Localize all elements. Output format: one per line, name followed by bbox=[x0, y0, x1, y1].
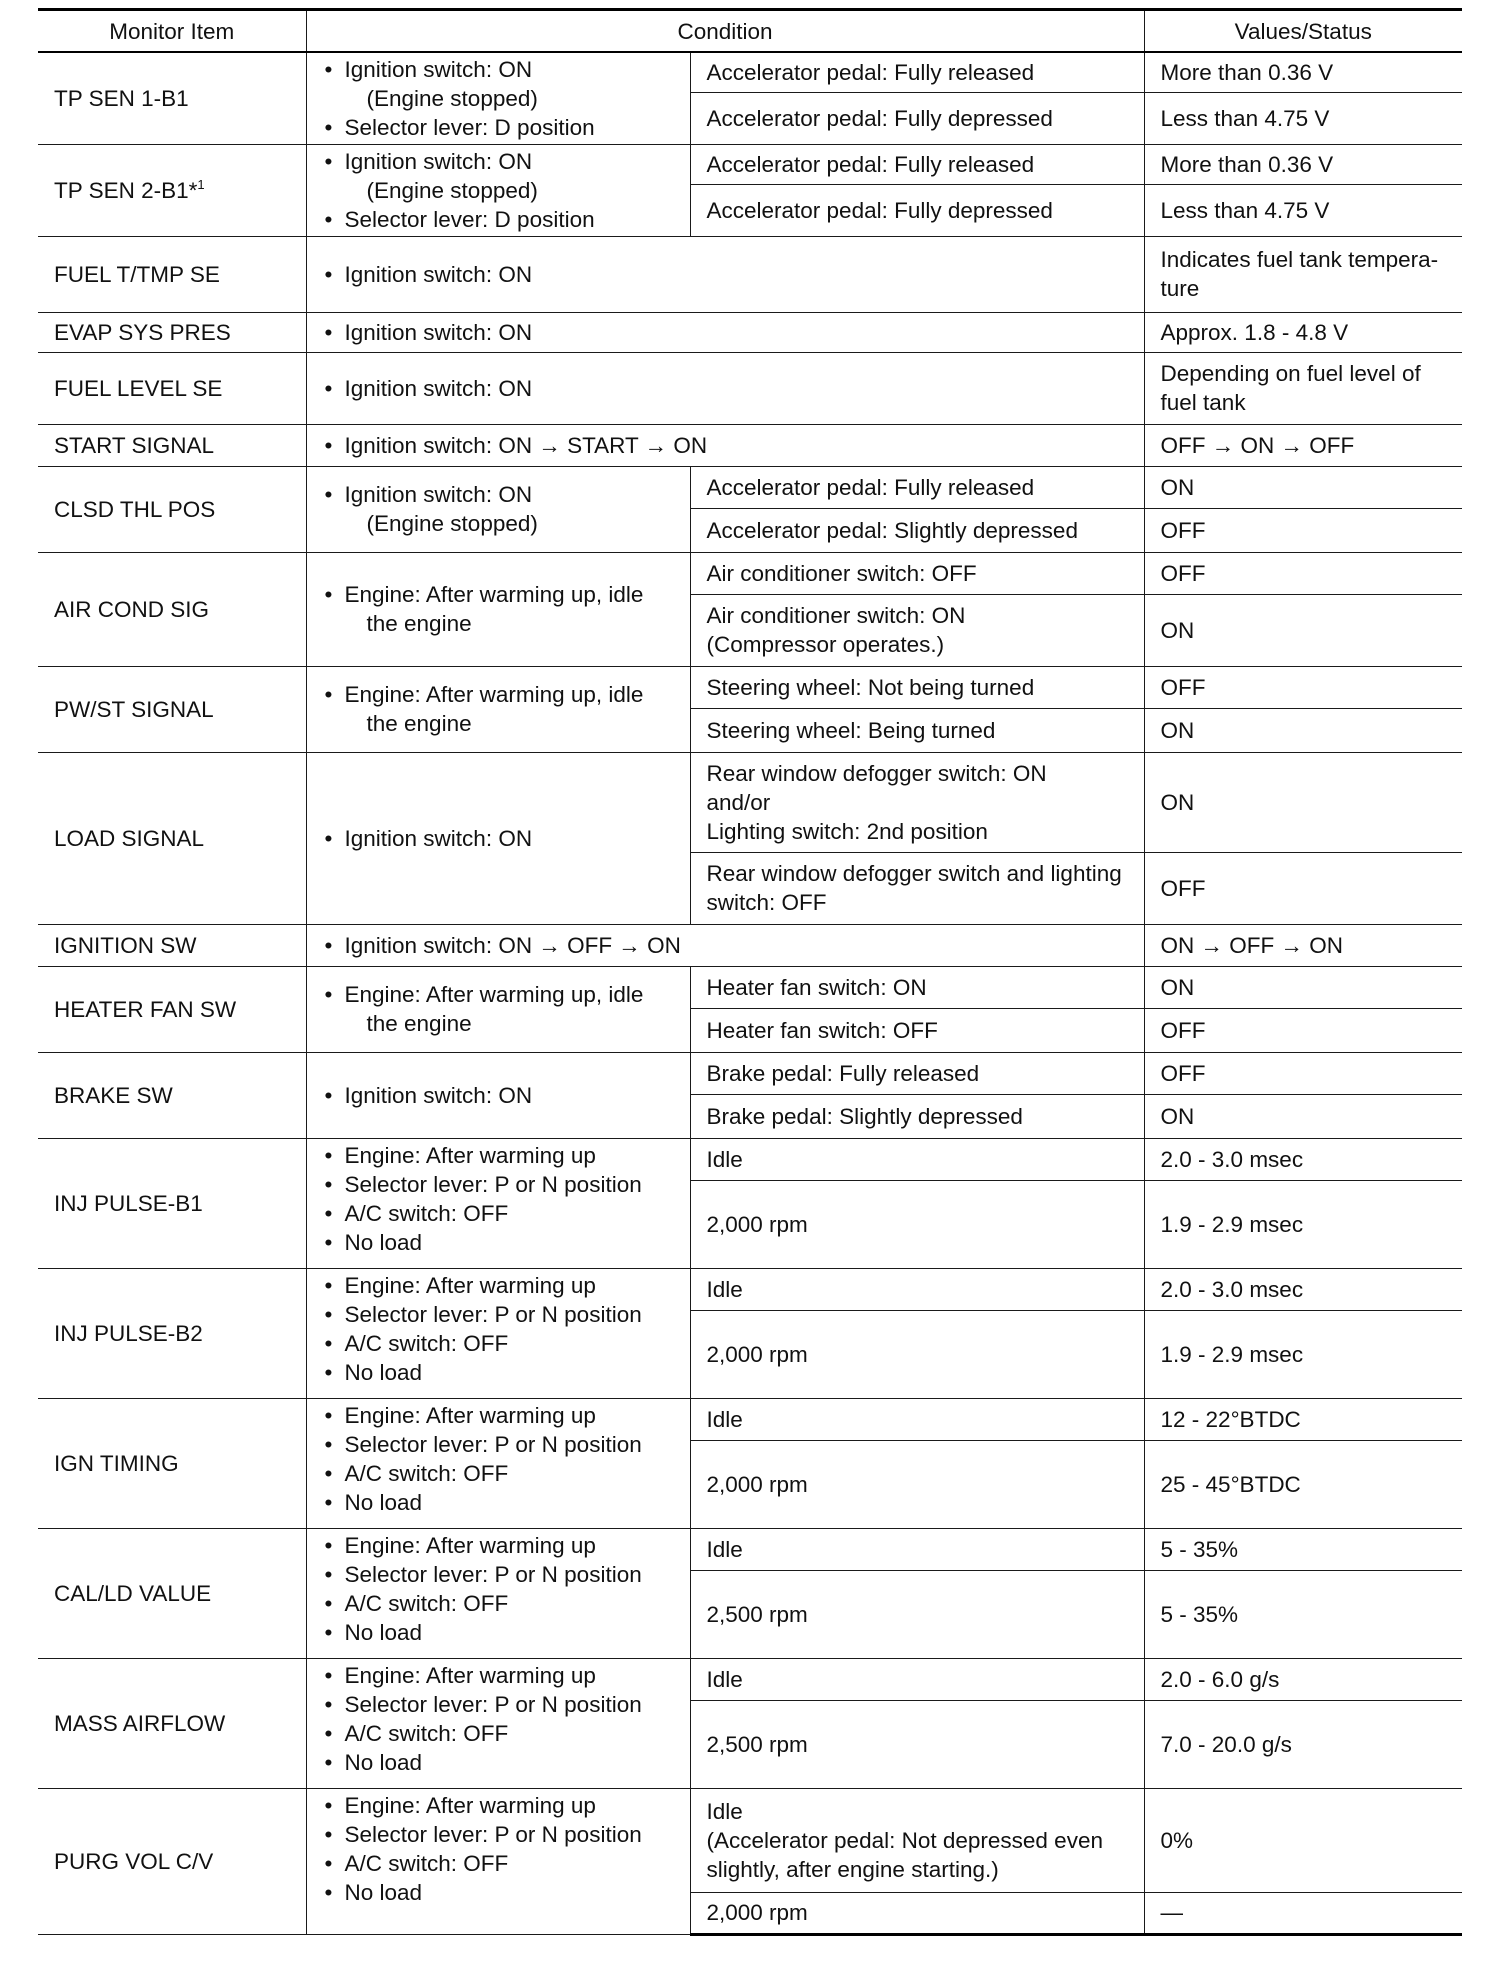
condition-cell bbox=[306, 1398, 690, 1528]
value-status: 1.9 - 2.9 msec bbox=[1144, 1180, 1462, 1268]
value-status: 2.0 - 3.0 msec bbox=[1144, 1138, 1462, 1180]
condition-bullet: • No load bbox=[323, 1878, 674, 1907]
condition-continuation: (Engine stopped) bbox=[366, 511, 538, 536]
sub-condition: Accelerator pedal: Fully depressed bbox=[690, 92, 1144, 144]
condition-bullet: • A/C switch: OFF bbox=[323, 1589, 674, 1618]
condition-bullet: • A/C switch: OFF bbox=[323, 1719, 674, 1748]
sub-condition: Steering wheel: Being turned bbox=[690, 708, 1144, 752]
value-status: 25 - 45°BTDC bbox=[1144, 1440, 1462, 1528]
value-status: Less than 4.75 V bbox=[1144, 184, 1462, 236]
value-status: Approx. 1.8 - 4.8 V bbox=[1144, 312, 1462, 352]
sub-condition: Idle bbox=[690, 1528, 1144, 1570]
condition-bullet: • Ignition switch: ON bbox=[323, 260, 1128, 289]
monitor-item: LOAD SIGNAL bbox=[38, 752, 306, 924]
sub-condition: 2,500 rpm bbox=[690, 1700, 1144, 1788]
monitor-item: FUEL LEVEL SE bbox=[38, 352, 306, 424]
sub-condition: Brake pedal: Fully released bbox=[690, 1052, 1144, 1094]
monitor-item: PURG VOL C/V bbox=[38, 1788, 306, 1934]
table-row bbox=[38, 466, 1462, 508]
condition-bullet: • Selector lever: P or N position bbox=[323, 1560, 674, 1589]
sub-condition: Brake pedal: Slightly depressed bbox=[690, 1094, 1144, 1138]
table-row bbox=[38, 1268, 1462, 1310]
condition-bullet: • Engine: After warming up, idle the engine bbox=[323, 580, 674, 638]
monitor-item: BRAKE SW bbox=[38, 1052, 306, 1138]
condition-cell bbox=[306, 1138, 690, 1268]
value-status: ON bbox=[1144, 966, 1462, 1008]
monitor-item: PW/ST SIGNAL bbox=[38, 666, 306, 752]
condition-cell bbox=[306, 1528, 690, 1658]
condition-bullet: • No load bbox=[323, 1748, 674, 1777]
table-row bbox=[38, 52, 1462, 92]
sub-condition: Air conditioner switch: OFF bbox=[690, 552, 1144, 594]
value-status: 7.0 - 20.0 g/s bbox=[1144, 1700, 1462, 1788]
value-status: OFF bbox=[1144, 1008, 1462, 1052]
value-status: Depending on fuel level of fuel tank bbox=[1144, 352, 1462, 424]
monitor-item: MASS AIRFLOW bbox=[38, 1658, 306, 1788]
value-status: Less than 4.75 V bbox=[1144, 92, 1462, 144]
table-row bbox=[38, 924, 1462, 966]
value-status: 2.0 - 3.0 msec bbox=[1144, 1268, 1462, 1310]
condition-bullet: • Selector lever: D position bbox=[323, 205, 674, 234]
table-row bbox=[38, 144, 1462, 184]
condition-cell bbox=[306, 666, 690, 752]
condition-bullet: • Engine: After warming up bbox=[323, 1531, 674, 1560]
value-status: 5 - 35% bbox=[1144, 1528, 1462, 1570]
condition-bullet: • Ignition switch: ON bbox=[323, 318, 1128, 347]
condition-bullet: • Ignition switch: ON → OFF → ON bbox=[323, 931, 1128, 960]
table-row bbox=[38, 1398, 1462, 1440]
condition-bullet: • Ignition switch: ON (Engine stopped) bbox=[323, 480, 674, 538]
condition-bullet: • Selector lever: P or N position bbox=[323, 1430, 674, 1459]
table-row bbox=[38, 312, 1462, 352]
condition-cell bbox=[306, 236, 1144, 312]
monitor-item: AIR COND SIG bbox=[38, 552, 306, 666]
sub-condition: Idle bbox=[690, 1268, 1144, 1310]
condition-cell bbox=[306, 752, 690, 924]
condition-bullet: • Engine: After warming up bbox=[323, 1661, 674, 1690]
sub-condition: 2,000 rpm bbox=[690, 1892, 1144, 1934]
condition-continuation: (Engine stopped) bbox=[366, 85, 538, 111]
condition-cell bbox=[306, 1788, 690, 1934]
condition-bullet: • Ignition switch: ON (Engine stopped) bbox=[323, 147, 674, 205]
monitor-item: TP SEN 2-B1*$^1$ bbox=[38, 144, 306, 236]
condition-bullet: • A/C switch: OFF bbox=[323, 1459, 674, 1488]
footnote-marker: 1 bbox=[197, 176, 205, 192]
condition-bullet: • Engine: After warming up bbox=[323, 1791, 674, 1820]
monitor-item: INJ PULSE-B1 bbox=[38, 1138, 306, 1268]
monitor-item-table bbox=[38, 8, 1462, 1936]
monitor-item: TP SEN 1-B1 bbox=[38, 52, 306, 144]
condition-bullet: • No load bbox=[323, 1358, 674, 1387]
value-status: 0% bbox=[1144, 1788, 1462, 1892]
value-status: 12 - 22°BTDC bbox=[1144, 1398, 1462, 1440]
value-status: ON bbox=[1144, 752, 1462, 852]
condition-continuation: the engine bbox=[366, 711, 472, 736]
value-status: Indicates fuel tank tempera- ture bbox=[1144, 236, 1462, 312]
condition-bullet: • Selector lever: P or N position bbox=[323, 1300, 674, 1329]
value-status: OFF bbox=[1144, 1052, 1462, 1094]
sub-condition: 2,000 rpm bbox=[690, 1440, 1144, 1528]
monitor-item: CAL/LD VALUE bbox=[38, 1528, 306, 1658]
sub-condition: 2,000 rpm bbox=[690, 1180, 1144, 1268]
header-values-status: Values/Status bbox=[1144, 10, 1462, 53]
sub-condition: Accelerator pedal: Fully released bbox=[690, 466, 1144, 508]
table-row bbox=[38, 1528, 1462, 1570]
value-status: OFF bbox=[1144, 552, 1462, 594]
condition-bullet: • No load bbox=[323, 1228, 674, 1257]
condition-bullet: • A/C switch: OFF bbox=[323, 1199, 674, 1228]
sub-condition: 2,500 rpm bbox=[690, 1570, 1144, 1658]
header-monitor-item: Monitor Item bbox=[38, 10, 306, 53]
value-status: OFF bbox=[1144, 852, 1462, 924]
table-row bbox=[38, 236, 1462, 312]
sub-condition: Idle bbox=[690, 1398, 1144, 1440]
monitor-item: HEATER FAN SW bbox=[38, 966, 306, 1052]
condition-bullet: • Ignition switch: ON bbox=[323, 824, 674, 853]
condition-bullet: • Selector lever: D position bbox=[323, 113, 674, 142]
condition-cell bbox=[306, 144, 690, 236]
monitor-item: INJ PULSE-B2 bbox=[38, 1268, 306, 1398]
table-row bbox=[38, 552, 1462, 594]
table-row bbox=[38, 666, 1462, 708]
value-status: 5 - 35% bbox=[1144, 1570, 1462, 1658]
condition-bullet: • Engine: After warming up, idle the engine bbox=[323, 680, 674, 738]
value-status: More than 0.36 V bbox=[1144, 144, 1462, 184]
condition-bullet: • Ignition switch: ON → START → ON bbox=[323, 431, 1128, 460]
table-row bbox=[38, 424, 1462, 466]
condition-bullet: • Ignition switch: ON (Engine stopped) bbox=[323, 55, 674, 113]
condition-bullet: • Engine: After warming up, idle the engine bbox=[323, 980, 674, 1038]
sub-condition: Accelerator pedal: Fully released bbox=[690, 144, 1144, 184]
condition-cell bbox=[306, 424, 1144, 466]
sub-condition: Accelerator pedal: Fully depressed bbox=[690, 184, 1144, 236]
condition-bullet: • Engine: After warming up bbox=[323, 1141, 674, 1170]
monitor-item: START SIGNAL bbox=[38, 424, 306, 466]
monitor-item: FUEL T/TMP SE bbox=[38, 236, 306, 312]
condition-cell bbox=[306, 1052, 690, 1138]
condition-cell bbox=[306, 1658, 690, 1788]
sub-condition: Rear window defogger switch: ON and/or Lighting switch: 2nd position bbox=[690, 752, 1144, 852]
value-status: 2.0 - 6.0 g/s bbox=[1144, 1658, 1462, 1700]
condition-bullet: • Selector lever: P or N position bbox=[323, 1170, 674, 1199]
table-row bbox=[38, 1788, 1462, 1892]
condition-bullet: • A/C switch: OFF bbox=[323, 1849, 674, 1878]
condition-cell bbox=[306, 966, 690, 1052]
table-row bbox=[38, 966, 1462, 1008]
sub-condition: Heater fan switch: OFF bbox=[690, 1008, 1144, 1052]
table-row bbox=[38, 352, 1462, 424]
sub-condition: 2,000 rpm bbox=[690, 1310, 1144, 1398]
header-condition: Condition bbox=[306, 10, 1144, 53]
sub-condition: Accelerator pedal: Fully released bbox=[690, 52, 1144, 92]
monitor-item: IGN TIMING bbox=[38, 1398, 306, 1528]
condition-bullet: • No load bbox=[323, 1488, 674, 1517]
condition-cell bbox=[306, 466, 690, 552]
condition-cell bbox=[306, 312, 1144, 352]
table-row bbox=[38, 1138, 1462, 1180]
condition-continuation: the engine bbox=[366, 611, 472, 636]
condition-bullet: • Engine: After warming up bbox=[323, 1401, 674, 1430]
table-header-row bbox=[38, 10, 1462, 53]
condition-continuation: (Engine stopped) bbox=[366, 177, 538, 203]
condition-bullet: • No load bbox=[323, 1618, 674, 1647]
value-status: ON bbox=[1144, 1094, 1462, 1138]
condition-cell bbox=[306, 52, 690, 144]
condition-bullet: • Engine: After warming up bbox=[323, 1271, 674, 1300]
sub-condition: Idle bbox=[690, 1658, 1144, 1700]
monitor-item: EVAP SYS PRES bbox=[38, 312, 306, 352]
table-row bbox=[38, 752, 1462, 852]
condition-bullet: • Selector lever: P or N position bbox=[323, 1690, 674, 1719]
value-status: ON bbox=[1144, 594, 1462, 666]
value-status: OFF bbox=[1144, 666, 1462, 708]
value-status: OFF → ON → OFF bbox=[1144, 424, 1462, 466]
sub-condition: Air conditioner switch: ON (Compressor operates.) bbox=[690, 594, 1144, 666]
condition-bullet: • A/C switch: OFF bbox=[323, 1329, 674, 1358]
sub-condition: Heater fan switch: ON bbox=[690, 966, 1144, 1008]
sub-condition: Rear window defogger switch and lighting switch: OFF bbox=[690, 852, 1144, 924]
condition-cell bbox=[306, 924, 1144, 966]
table-row bbox=[38, 1052, 1462, 1094]
condition-bullet: • Ignition switch: ON bbox=[323, 1081, 674, 1110]
condition-cell bbox=[306, 552, 690, 666]
condition-cell bbox=[306, 352, 1144, 424]
sub-condition: Idle bbox=[690, 1138, 1144, 1180]
value-status: More than 0.36 V bbox=[1144, 52, 1462, 92]
value-status: 1.9 - 2.9 msec bbox=[1144, 1310, 1462, 1398]
condition-cell bbox=[306, 1268, 690, 1398]
value-status: ON bbox=[1144, 708, 1462, 752]
condition-bullet: • Selector lever: P or N position bbox=[323, 1820, 674, 1849]
value-status: OFF bbox=[1144, 508, 1462, 552]
value-status: — bbox=[1144, 1892, 1462, 1934]
monitor-item: CLSD THL POS bbox=[38, 466, 306, 552]
monitor-item: IGNITION SW bbox=[38, 924, 306, 966]
value-status: ON → OFF → ON bbox=[1144, 924, 1462, 966]
sub-condition: Idle (Accelerator pedal: Not depressed even slightly, after engine starting.) bbox=[690, 1788, 1144, 1892]
table-row bbox=[38, 1658, 1462, 1700]
value-status: ON bbox=[1144, 466, 1462, 508]
sub-condition: Accelerator pedal: Slightly depressed bbox=[690, 508, 1144, 552]
condition-continuation: the engine bbox=[366, 1011, 472, 1036]
sub-condition: Steering wheel: Not being turned bbox=[690, 666, 1144, 708]
condition-bullet: • Ignition switch: ON bbox=[323, 374, 1128, 403]
